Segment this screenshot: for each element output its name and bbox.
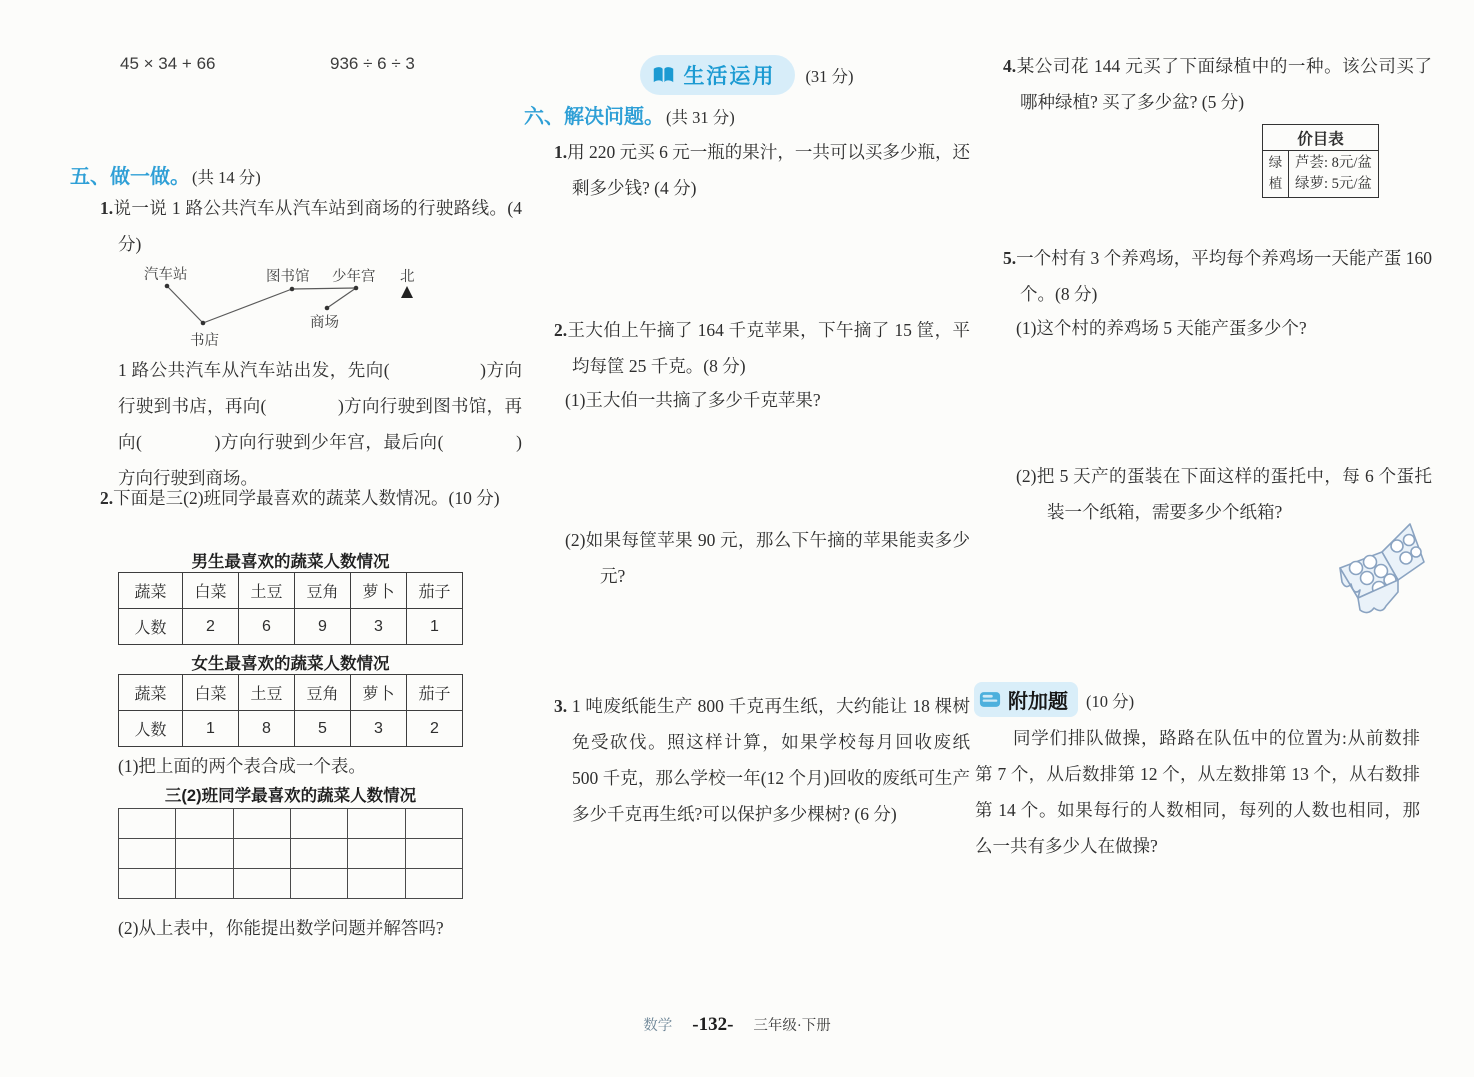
merged-table-cell [176,839,233,869]
map-dot-mall [325,306,330,311]
merged-table-cell [233,869,290,899]
price-list-title: 价目表 [1263,125,1379,151]
bonus-question-score: (10 分) [1086,691,1135,711]
map-label-mall: 商场 [310,315,339,331]
section-6-heading [524,100,735,129]
girls-table-value-cell: 5 [295,711,351,747]
merged-table-row [119,869,463,899]
boys-table-header-cell: 豆角 [295,573,351,609]
merged-table-row [119,839,463,869]
question-2 [70,480,522,516]
question-2-sub-1: (1)把上面的两个表合成一个表。 [118,756,366,776]
merged-table-cell [119,869,176,899]
boys-table-header-cell: 土豆 [239,573,295,609]
merged-table-cell [405,869,462,899]
question-solve-3-number: 3. [554,696,568,716]
girls-table-header-cell: 萝卜 [351,675,407,711]
merged-table-cell [233,839,290,869]
map-dot-youth-palace [354,286,359,291]
section-5-heading [70,160,261,189]
price-list-header-row [1263,125,1379,151]
merged-table-cell [405,809,462,839]
merged-empty-table [118,808,463,899]
footer-subject: 数学 [643,1018,673,1034]
question-solve-1 [524,134,970,206]
route-segment [167,286,203,323]
question-solve-2-sub-2: (2)如果每筐苹果 90 元，那么下午摘的苹果能卖多少元? [565,530,970,586]
question-solve-1-number: 1. [554,142,568,162]
price-item-aloe: 芦荟: 8元/盆 [1295,155,1372,171]
girls-table-header-cell: 茄子 [407,675,463,711]
section-5-score: (共 14 分) [192,168,261,187]
price-list-category: 绿植 [1263,151,1289,198]
girls-table-header-cell: 白菜 [183,675,239,711]
question-solve-1-text: 用 220 元买 6 元一瓶的果汁，一共可以买多少瓶，还剩多少钱? (4 分) [567,142,970,198]
life-application-pill [640,55,795,95]
bus-route-map [110,255,470,351]
merged-table-cell [119,809,176,839]
question-solve-2-number: 2. [554,320,568,340]
map-dot-bookstore [201,321,206,326]
bonus-question-badge [974,682,1134,717]
bonus-question-text: 同学们排队做操，路路在队伍中的位置为:从前数排第 7 个，从后数排第 12 个，从左数排第 13 个，从右数排第 14 个。如果每行的人数相同，每列的人数也相同，那么一共有多少人在做操? [975,728,1420,856]
boys-table [118,572,463,645]
girls-table-value-row [119,711,463,747]
merged-table-cell [233,809,290,839]
footer-page-number: -132- [692,1014,734,1035]
section-5-title: 五、做一做。 [70,166,190,188]
question-solve-4 [986,48,1432,120]
question-2-text: 下面是三(2)班同学最喜欢的蔬菜人数情况。(10 分) [113,488,500,508]
boys-table-value-cell: 2 [183,609,239,645]
girls-table-title: 女生最喜欢的蔬菜人数情况 [191,655,390,673]
question-solve-5 [986,240,1432,312]
map-label-bookstore: 书店 [190,333,219,349]
bonus-question-chip [974,682,1078,717]
map-dot-bus-station [165,284,170,289]
boys-table-row-label: 人数 [119,609,183,645]
price-list-table [1262,124,1379,198]
boys-table-value-cell: 9 [295,609,351,645]
boys-table-value-cell: 1 [407,609,463,645]
egg-tray-illustration [1334,518,1426,618]
section-6-score: (共 31 分) [666,108,735,127]
girls-table-header-cell: 豆角 [295,675,351,711]
calc-expression-1: 45 × 34 + 66 [120,54,216,73]
merged-table-cell [290,869,347,899]
page-footer [0,1014,1474,1036]
merged-table-cell [405,839,462,869]
question-solve-2-text: 王大伯上午摘了 164 千克苹果，下午摘了 15 筐，平均每筐 25 千克。(8 分) [567,320,970,376]
map-dot-library [290,287,295,292]
calc-expression-2: 936 ÷ 6 ÷ 3 [330,54,415,73]
girls-table-value-cell: 2 [407,711,463,747]
middle-column [524,0,970,1077]
map-label-library: 图书馆 [266,269,310,285]
price-list-items [1289,151,1379,198]
boys-table-value-cell: 3 [351,609,407,645]
map-label-bus-station: 汽车站 [144,267,188,283]
question-solve-3-text: 1 吨废纸能生产 800 千克再生纸，大约能让 18 棵树免受砍伐。照这样计算，如果学校每月回收废纸 500 千克，那么学校一年(12 个月)回收的废纸可生产多少千克再生纸?可以保护多少棵树? (6 分) [571,696,971,824]
question-1-text: 说一说 1 路公共汽车从汽车站到商场的行驶路线。(4 分) [113,198,522,254]
boys-table-value-cell: 6 [239,609,295,645]
question-solve-5-sub-1: (1)这个村的养鸡场 5 天能产蛋多少个? [1016,318,1307,338]
price-item-pothos: 绿萝: 5元/盆 [1295,176,1372,192]
question-solve-2-sub-1: (1)王大伯一共摘了多少千克苹果? [565,390,821,410]
footer-edition: 三年级·下册 [753,1018,831,1034]
merged-table-cell [290,809,347,839]
right-column [975,0,1432,1077]
girls-table-header-cell: 蔬菜 [119,675,183,711]
left-column [70,0,522,1077]
merged-table-cell [176,869,233,899]
question-2-sub-2: (2)从上表中，你能提出数学问题并解答吗? [118,918,444,938]
question-solve-5-text: 一个村有 3 个养鸡场，平均每个养鸡场一天能产蛋 160 个。(8 分) [1016,248,1432,304]
merged-table-cell [290,839,347,869]
question-solve-5-number: 5. [1003,248,1017,268]
question-1 [70,190,522,262]
merged-table-cell [119,839,176,869]
merged-table-cell [176,809,233,839]
merged-table-cell [348,869,405,899]
girls-table-header-row [119,675,463,711]
notebook-icon [979,690,1001,709]
question-solve-4-text: 某公司花 144 元买了下面绿植中的一种。该公司买了哪种绿植? 买了多少盆? (5 分) [1016,56,1432,112]
question-solve-5-sub-2: (2)把 5 天产的蛋装在下面这样的蛋托中，每 6 个蛋托装一个纸箱，需要多少个纸箱? [1016,466,1432,522]
question-1-number: 1. [100,198,114,218]
bonus-question-label: 附加题 [1008,691,1068,713]
map-label-north: 北 [400,269,415,285]
girls-table [118,674,463,747]
girls-table-value-cell: 1 [183,711,239,747]
question-solve-2 [524,312,970,384]
map-label-youth-palace: 少年宫 [332,269,376,285]
merged-table-row [119,809,463,839]
boys-table-header-cell: 萝卜 [351,573,407,609]
life-application-label: 生活运用 [683,65,776,88]
north-arrow-icon [401,286,413,298]
merged-table-cell [348,839,405,869]
boys-table-header-cell: 蔬菜 [119,573,183,609]
boys-table-header-cell: 茄子 [407,573,463,609]
question-2-number: 2. [100,488,114,508]
girls-table-row-label: 人数 [119,711,183,747]
merged-table-cell [348,809,405,839]
route-segment [292,288,356,289]
route-fill-in-paragraph: 1 路公共汽车从汽车站出发，先向( )方向行驶到书店，再向( )方向行驶到图书馆，再向( )方向行驶到少年宫，最后向( )方向行驶到商场。 [118,360,522,488]
life-application-badge [524,55,970,95]
girls-table-value-cell: 8 [239,711,295,747]
question-solve-4-number: 4. [1003,56,1017,76]
girls-table-header-cell: 土豆 [239,675,295,711]
boys-table-header-cell: 白菜 [183,573,239,609]
boys-table-header-row [119,573,463,609]
merged-table-title: 三(2)班同学最喜欢的蔬菜人数情况 [164,787,417,805]
route-segment [203,289,292,323]
boys-table-value-row [119,609,463,645]
boys-table-title: 男生最喜欢的蔬菜人数情况 [191,553,390,571]
girls-table-value-cell: 3 [351,711,407,747]
route-segment [327,288,356,308]
life-application-score: (31 分) [805,67,854,86]
section-6-title: 六、解决问题。 [524,106,664,128]
book-icon [652,65,675,85]
question-solve-3 [524,688,970,832]
price-list-body-row [1263,151,1379,198]
